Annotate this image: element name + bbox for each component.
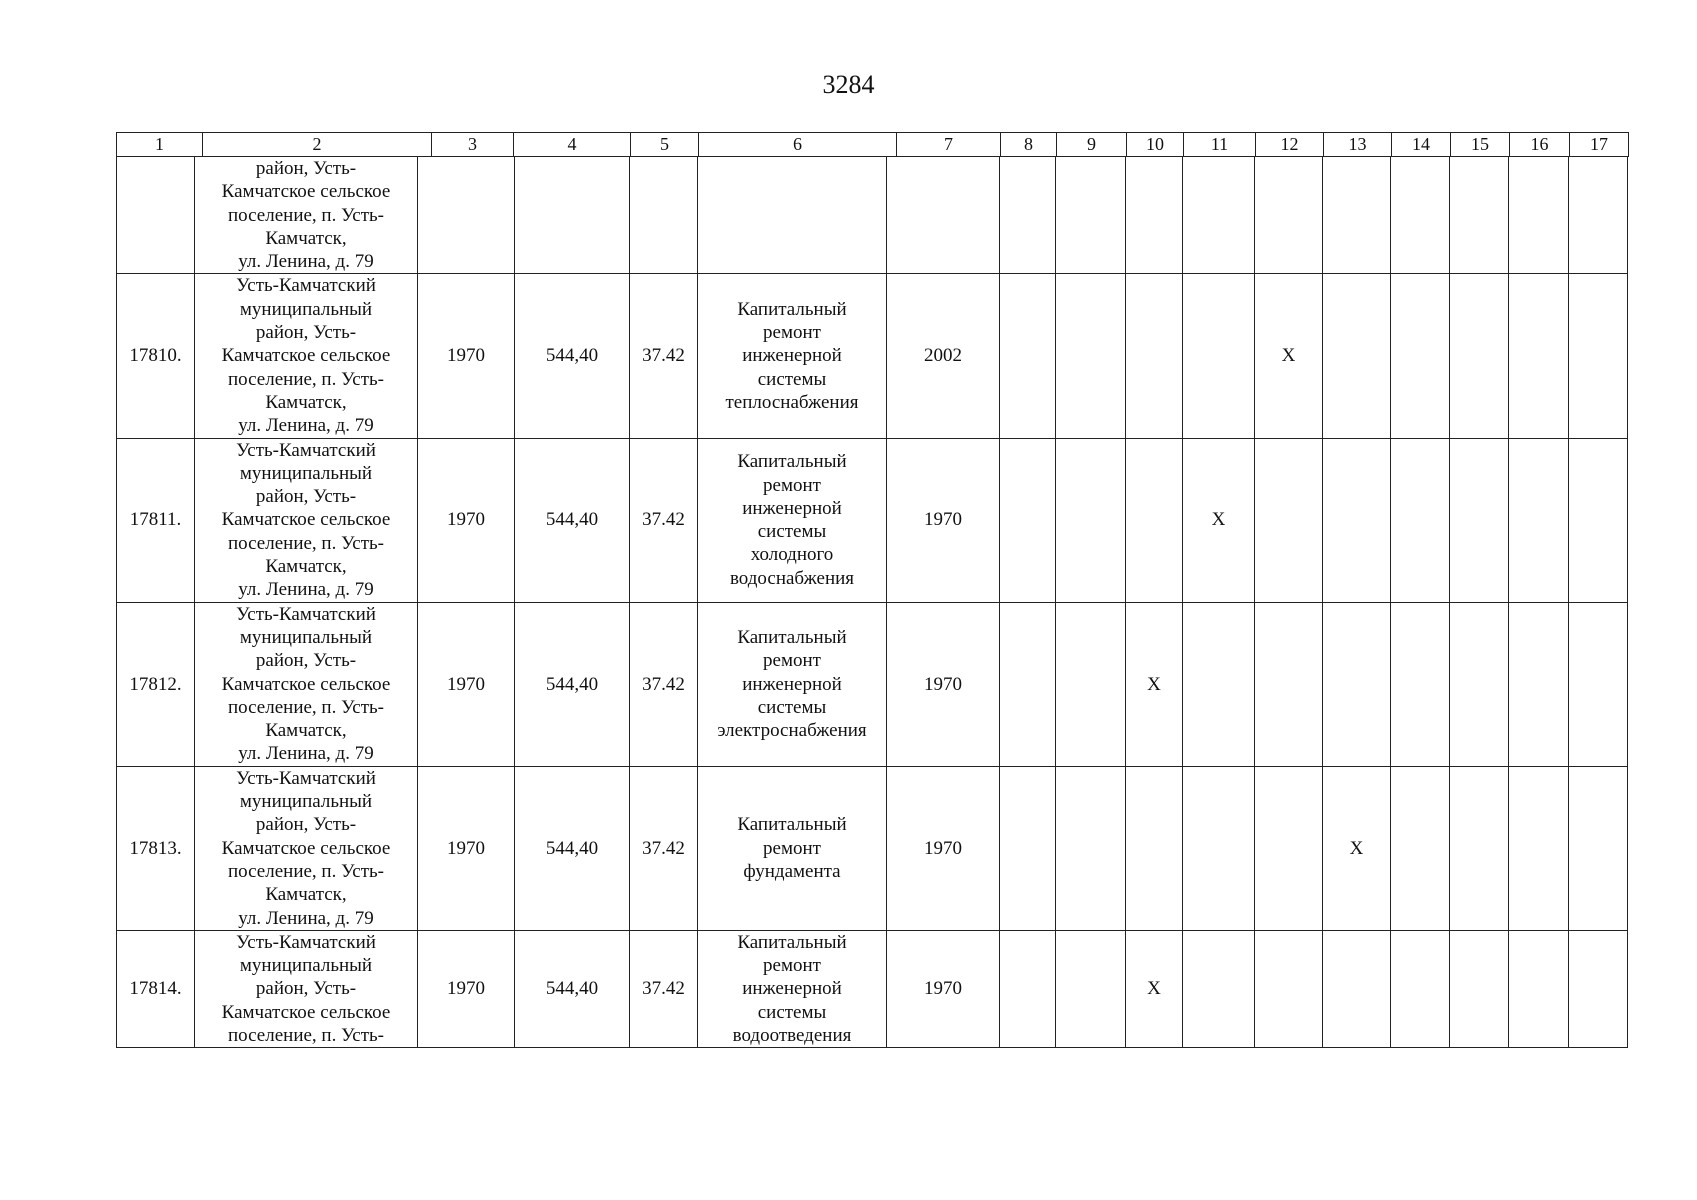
work-type-cell-line: ремонт (763, 650, 821, 672)
mark-cell (1056, 602, 1126, 766)
work-type-cell (698, 438, 887, 602)
address-cell-line: Камчатское сельское (221, 837, 391, 859)
column-header: 14 (1392, 133, 1451, 157)
mark-cell (1126, 157, 1183, 274)
mark-cell (1183, 602, 1255, 766)
mark-cell (1450, 930, 1509, 1047)
address-cell-line: Камчатское сельское (221, 673, 391, 695)
address-cell (195, 438, 418, 602)
mark-cell (1509, 766, 1569, 930)
column-header: 10 (1127, 133, 1184, 157)
build-year-cell: 1970 (418, 438, 515, 602)
work-year-cell: 1970 (887, 766, 1000, 930)
column-header: 15 (1451, 133, 1510, 157)
mark-cell (1255, 766, 1323, 930)
work-type-cell-line: ремонт (763, 955, 821, 977)
area-cell: 544,40 (515, 438, 630, 602)
address-cell-line: ул. Ленина, д. 79 (238, 251, 374, 273)
row-number-cell (117, 157, 195, 274)
mark-cell (1000, 438, 1056, 602)
address-cell (195, 602, 418, 766)
address-cell-line: Камчатское сельское (221, 181, 391, 203)
column-header: 4 (514, 133, 631, 157)
work-type-cell-line: холодного (750, 544, 834, 566)
mark-cell (1569, 602, 1628, 766)
mark-cell (1000, 930, 1056, 1047)
work-type-cell-line: инженерной (742, 673, 842, 695)
mark-cell (1509, 157, 1569, 274)
area-cell: 544,40 (515, 766, 630, 930)
work-type-cell-line: Капитальный (737, 451, 847, 473)
mark-cell (1569, 766, 1628, 930)
page-number: 3284 (822, 70, 875, 99)
build-year-cell: 1970 (418, 766, 515, 930)
mark-cell (1255, 930, 1323, 1047)
column-header: 17 (1570, 133, 1629, 157)
code-cell: 37.42 (630, 602, 698, 766)
code-cell: 37.42 (630, 438, 698, 602)
work-type-cell (698, 602, 887, 766)
work-type-cell (698, 157, 887, 274)
work-year-cell: 2002 (887, 274, 1000, 438)
address-cell-line: поселение, п. Усть- (228, 1024, 384, 1046)
area-cell: 544,40 (515, 274, 630, 438)
code-cell (630, 157, 698, 274)
mark-cell (1056, 766, 1126, 930)
mark-cell (1000, 274, 1056, 438)
work-type-cell-line: системы (757, 368, 827, 390)
build-year-cell: 1970 (418, 602, 515, 766)
mark-cell (1126, 766, 1183, 930)
code-cell: 37.42 (630, 930, 698, 1047)
column-number-header (116, 132, 1629, 157)
mark-cell (1569, 157, 1628, 274)
mark-cell (1126, 438, 1183, 602)
address-cell-line: муниципальный (239, 462, 373, 484)
address-cell-line: муниципальный (239, 626, 373, 648)
column-header: 1 (117, 133, 203, 157)
mark-cell (1450, 438, 1509, 602)
address-cell (195, 930, 418, 1047)
address-cell-line: Камчатск, (265, 884, 347, 906)
column-header: 12 (1256, 133, 1324, 157)
work-type-cell-line: Капитальный (737, 814, 847, 836)
mark-cell (1391, 438, 1450, 602)
work-year-cell (887, 157, 1000, 274)
row-number-cell: 17814. (117, 930, 195, 1047)
column-header: 3 (432, 133, 514, 157)
mark-cell: X (1126, 930, 1183, 1047)
mark-cell (1450, 274, 1509, 438)
column-header: 13 (1324, 133, 1392, 157)
address-cell-line: Камчатское сельское (221, 1001, 391, 1023)
address-cell-line: район, Усть- (255, 978, 357, 1000)
work-year-cell: 1970 (887, 438, 1000, 602)
mark-cell (1391, 602, 1450, 766)
mark-cell (1450, 157, 1509, 274)
address-cell-line: район, Усть- (255, 650, 357, 672)
mark-cell (1323, 930, 1391, 1047)
address-cell-line: Усть-Камчатский (236, 439, 376, 461)
mark-cell (1126, 274, 1183, 438)
column-header: 9 (1057, 133, 1127, 157)
address-cell-line: ул. Ленина, д. 79 (238, 907, 374, 929)
code-cell: 37.42 (630, 274, 698, 438)
mark-cell (1323, 157, 1391, 274)
work-type-cell-line: инженерной (742, 497, 842, 519)
work-type-cell (698, 274, 887, 438)
address-cell-line: район, Усть- (255, 486, 357, 508)
mark-cell (1183, 274, 1255, 438)
address-cell-line: Усть-Камчатский (236, 275, 376, 297)
mark-cell (1000, 157, 1056, 274)
column-header: 2 (203, 133, 432, 157)
address-cell-line: поселение, п. Усть- (228, 532, 384, 554)
mark-cell (1509, 930, 1569, 1047)
work-type-cell-line: фундамента (743, 860, 841, 882)
mark-cell (1255, 602, 1323, 766)
mark-cell (1183, 930, 1255, 1047)
mark-cell (1391, 766, 1450, 930)
address-cell-line: ул. Ленина, д. 79 (238, 415, 374, 437)
mark-cell (1569, 930, 1628, 1047)
work-year-cell: 1970 (887, 602, 1000, 766)
work-type-cell-line: ремонт (763, 837, 821, 859)
address-cell-line: Камчатск, (265, 720, 347, 742)
address-cell-line: поселение, п. Усть- (228, 368, 384, 390)
table-row (117, 438, 1628, 602)
mark-cell (1391, 157, 1450, 274)
mark-cell: X (1126, 602, 1183, 766)
work-type-cell-line: ремонт (763, 322, 821, 344)
column-header: 6 (699, 133, 897, 157)
mark-cell (1000, 602, 1056, 766)
repair-plan-table (116, 156, 1628, 1048)
build-year-cell: 1970 (418, 930, 515, 1047)
address-cell-line: Усть-Камчатский (236, 931, 376, 953)
work-type-cell-line: системы (757, 521, 827, 543)
column-header: 8 (1001, 133, 1057, 157)
address-cell-line: Усть-Камчатский (236, 603, 376, 625)
row-number-cell: 17811. (117, 438, 195, 602)
row-number-cell: 17812. (117, 602, 195, 766)
row-number-cell: 17810. (117, 274, 195, 438)
mark-cell (1056, 930, 1126, 1047)
work-year-cell: 1970 (887, 930, 1000, 1047)
work-type-cell-line: инженерной (742, 978, 842, 1000)
address-cell-line: Камчатск, (265, 391, 347, 413)
work-type-cell-line: системы (757, 696, 827, 718)
mark-cell (1509, 438, 1569, 602)
work-type-cell-line: теплоснабжения (725, 391, 859, 413)
work-type-cell-line: водоотведения (732, 1024, 852, 1046)
work-type-cell-line: инженерной (742, 345, 842, 367)
address-cell-line: поселение, п. Усть- (228, 860, 384, 882)
mark-cell: X (1183, 438, 1255, 602)
address-cell-line: Камчатское сельское (221, 345, 391, 367)
mark-cell (1323, 274, 1391, 438)
header-row (117, 133, 1629, 157)
column-header: 16 (1510, 133, 1570, 157)
build-year-cell (418, 157, 515, 274)
build-year-cell: 1970 (418, 274, 515, 438)
mark-cell (1255, 438, 1323, 602)
mark-cell (1056, 438, 1126, 602)
mark-cell (1323, 602, 1391, 766)
work-type-cell (698, 930, 887, 1047)
mark-cell (1056, 157, 1126, 274)
mark-cell (1323, 438, 1391, 602)
table-row (117, 602, 1628, 766)
address-cell-line: район, Усть- (255, 814, 357, 836)
mark-cell (1569, 274, 1628, 438)
address-cell-line: поселение, п. Усть- (228, 696, 384, 718)
address-cell-line: район, Усть- (255, 322, 357, 344)
address-cell-line: район, Усть- (255, 158, 357, 179)
address-cell-line: Усть-Камчатский (236, 767, 376, 789)
column-header: 11 (1184, 133, 1256, 157)
mark-cell (1569, 438, 1628, 602)
address-cell-line: ул. Ленина, д. 79 (238, 743, 374, 765)
column-header: 5 (631, 133, 699, 157)
address-cell-line: муниципальный (239, 955, 373, 977)
mark-cell (1183, 157, 1255, 274)
work-type-cell-line: электроснабжения (717, 720, 867, 742)
table-row (117, 274, 1628, 438)
mark-cell (1391, 274, 1450, 438)
work-type-cell-line: системы (757, 1001, 827, 1023)
mark-cell: X (1323, 766, 1391, 930)
mark-cell (1255, 157, 1323, 274)
table-row (117, 766, 1628, 930)
address-cell-line: Камчатское сельское (221, 509, 391, 531)
address-cell-line: поселение, п. Усть- (228, 204, 384, 226)
work-type-cell-line: ремонт (763, 474, 821, 496)
mark-cell (1183, 766, 1255, 930)
mark-cell (1391, 930, 1450, 1047)
column-header: 7 (897, 133, 1001, 157)
mark-cell (1450, 766, 1509, 930)
work-type-cell (698, 766, 887, 930)
mark-cell (1509, 602, 1569, 766)
address-cell (195, 274, 418, 438)
address-cell-line: муниципальный (239, 791, 373, 813)
mark-cell: X (1255, 274, 1323, 438)
address-cell (195, 766, 418, 930)
address-cell-line: муниципальный (239, 298, 373, 320)
mark-cell (1056, 274, 1126, 438)
table-row (117, 930, 1628, 1047)
mark-cell (1509, 274, 1569, 438)
work-type-cell-line: водоснабжения (729, 567, 855, 589)
mark-cell (1450, 602, 1509, 766)
work-type-cell-line: Капитальный (737, 298, 847, 320)
mark-cell (1000, 766, 1056, 930)
area-cell: 544,40 (515, 602, 630, 766)
area-cell (515, 157, 630, 274)
address-cell-line: Камчатск, (265, 227, 347, 249)
address-cell (195, 157, 418, 274)
address-cell-line: Камчатск, (265, 556, 347, 578)
work-type-cell-line: Капитальный (737, 626, 847, 648)
area-cell: 544,40 (515, 930, 630, 1047)
table-row (117, 157, 1628, 274)
row-number-cell: 17813. (117, 766, 195, 930)
code-cell: 37.42 (630, 766, 698, 930)
address-cell-line: ул. Ленина, д. 79 (238, 579, 374, 601)
work-type-cell-line: Капитальный (737, 931, 847, 953)
